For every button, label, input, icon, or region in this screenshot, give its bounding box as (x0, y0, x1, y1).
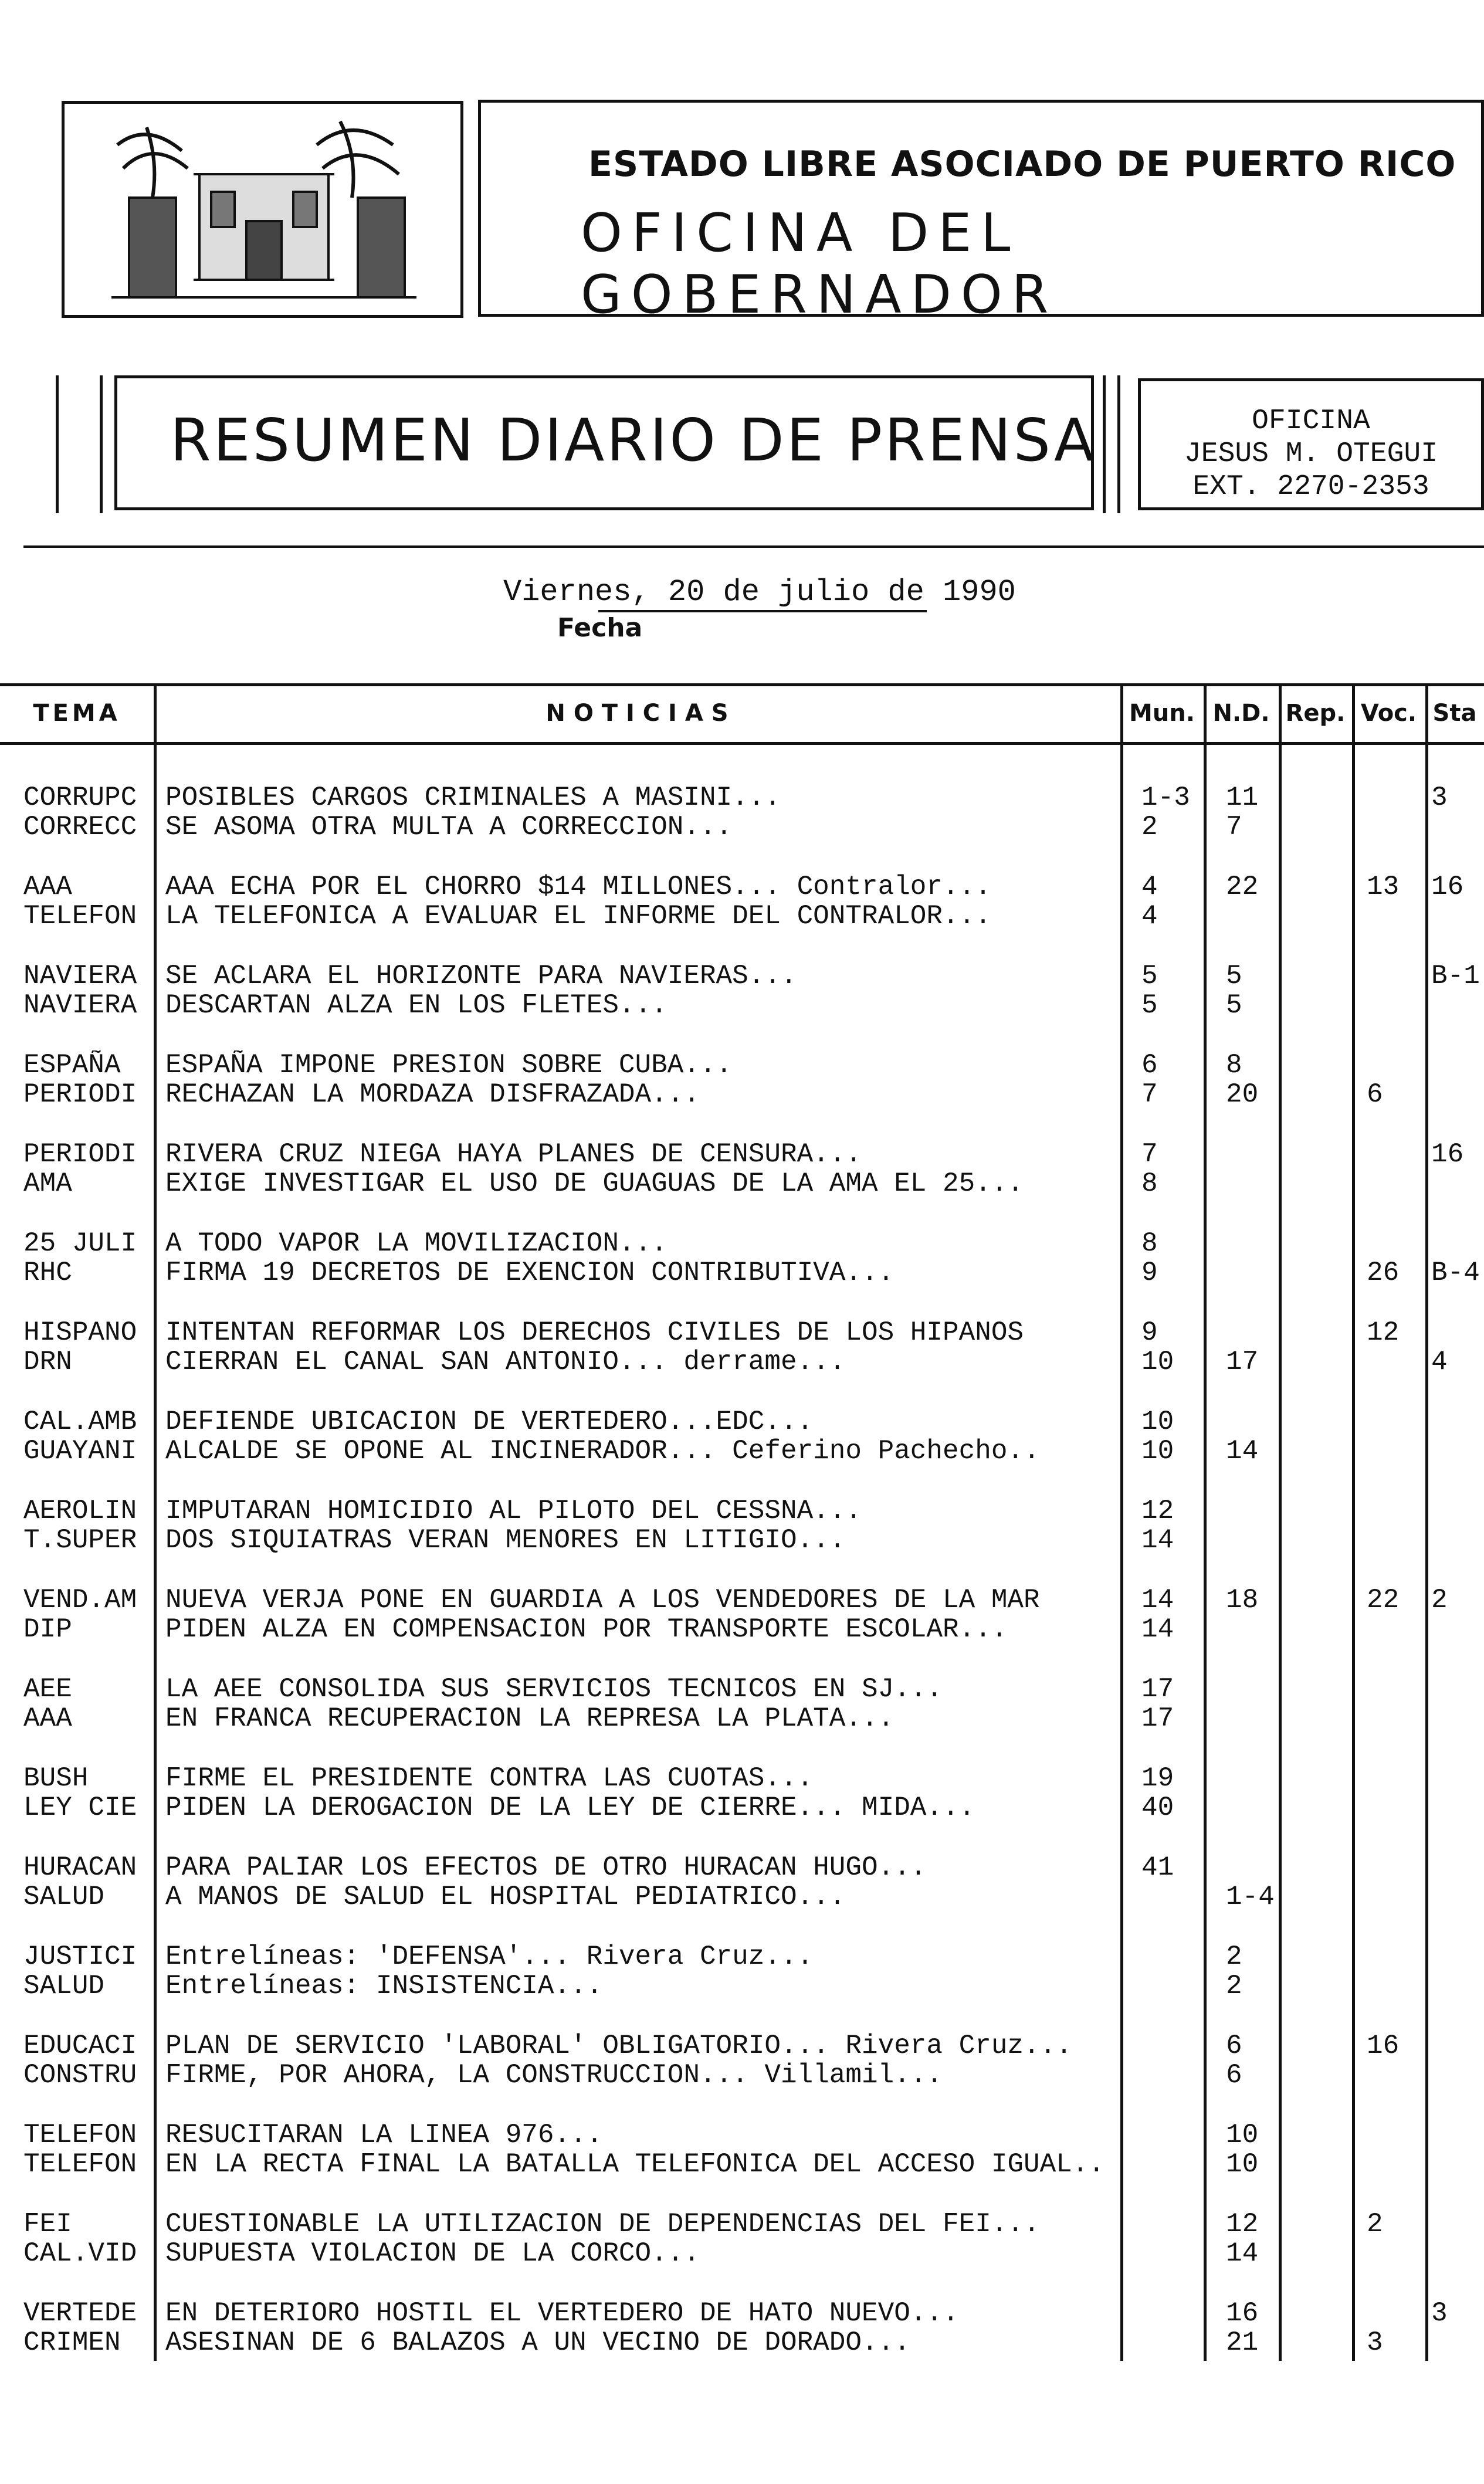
row-tema: HISPANO (23, 1318, 137, 1347)
row-noticia: CIERRAN EL CANAL SAN ANTONIO... derrame... (165, 1347, 846, 1377)
date-day: 20 (668, 575, 705, 609)
row-mun: 14 (1141, 1614, 1174, 1645)
row-tema: BUSH (23, 1764, 89, 1793)
column-header-tema: TEMA (33, 700, 121, 727)
row-nd: 2 (1226, 1941, 1242, 1972)
row-mun: 9 (1141, 1258, 1158, 1288)
row-mun: 5 (1141, 961, 1158, 991)
row-sta: 16 (1431, 872, 1464, 902)
governor-building-illustration (65, 104, 460, 315)
row-nd: 5 (1226, 961, 1242, 991)
date-de2: de (887, 575, 924, 609)
row-noticia: DEFIENDE UBICACION DE VERTEDERO...EDC... (165, 1407, 814, 1436)
row-noticia: PIDEN ALZA EN COMPENSACION POR TRANSPORTE ESCOLAR... (165, 1615, 1008, 1644)
column-header-sta: Sta (1432, 700, 1477, 727)
row-mun: 8 (1141, 1228, 1158, 1259)
date-label: Fecha (557, 613, 643, 643)
row-nd: 1-4 (1226, 1882, 1275, 1912)
row-noticia: LA AEE CONSOLIDA SUS SERVICIOS TECNICOS EN SJ... (165, 1675, 943, 1704)
table-header-rule (0, 742, 1484, 745)
row-noticia: EN LA RECTA FINAL LA BATALLA TELEFONICA DEL ACCESO IGUAL.. (165, 2150, 1105, 2179)
col-divider-tema (154, 683, 157, 2361)
row-noticia: RECHAZAN LA MORDAZA DISFRAZADA... (165, 1080, 700, 1109)
row-tema: 25 JULI (23, 1229, 137, 1258)
row-mun: 4 (1141, 872, 1158, 902)
office-contact (1141, 405, 1481, 503)
row-noticia: INTENTAN REFORMAR LOS DERECHOS CIVILES DE LOS HIPANOS (165, 1318, 1024, 1347)
row-noticia: PARA PALIAR LOS EFECTOS DE OTRO HURACAN HUGO... (165, 1853, 927, 1882)
row-tema: DRN (23, 1347, 72, 1377)
row-noticia: EXIGE INVESTIGAR EL USO DE GUAGUAS DE LA AMA EL 25... (165, 1169, 1024, 1198)
row-sta: 4 (1431, 1347, 1448, 1377)
row-mun: 17 (1141, 1674, 1174, 1704)
row-nd: 5 (1226, 990, 1242, 1021)
row-nd: 12 (1226, 2209, 1259, 2239)
row-mun: 7 (1141, 1139, 1158, 1170)
col-divider-rep (1352, 683, 1355, 2361)
row-mun: 12 (1141, 1496, 1174, 1526)
row-mun: 5 (1141, 990, 1158, 1021)
row-tema: AMA (23, 1169, 72, 1198)
report-title: RESUMEN DIARIO DE PRENSA (170, 406, 1097, 475)
row-tema: RHC (23, 1258, 72, 1287)
row-tema: TELEFON (23, 2150, 137, 2179)
row-mun: 6 (1141, 1050, 1158, 1080)
row-nd: 20 (1226, 1079, 1259, 1110)
column-header-nd: N.D. (1212, 700, 1270, 727)
row-mun: 40 (1141, 1792, 1174, 1823)
row-noticia: DOS SIQUIATRAS VERAN MENORES EN LITIGIO... (165, 1526, 846, 1555)
row-tema: CORRUPC (23, 783, 137, 812)
row-mun: 14 (1141, 1525, 1174, 1556)
row-nd: 17 (1226, 1347, 1259, 1377)
row-nd: 8 (1226, 1050, 1242, 1080)
row-noticia: SE ASOMA OTRA MULTA A CORRECCION... (165, 812, 733, 842)
row-tema: SALUD (23, 1882, 105, 1912)
column-header-rep: Rep. (1285, 700, 1346, 727)
row-voc: 2 (1367, 2209, 1383, 2239)
row-nd: 18 (1226, 1585, 1259, 1615)
column-header-mun: Mun. (1129, 700, 1195, 727)
row-noticia: NUEVA VERJA PONE EN GUARDIA A LOS VENDEDORES DE LA MAR (165, 1585, 1040, 1615)
row-noticia: IMPUTARAN HOMICIDIO AL PILOTO DEL CESSNA... (165, 1496, 862, 1526)
row-noticia: EN FRANCA RECUPERACION LA REPRESA LA PLATA... (165, 1704, 895, 1733)
row-tema: EDUCACI (23, 2031, 137, 2061)
row-nd: 2 (1226, 1971, 1242, 2001)
column-header-noticias: N O T I C I A S (546, 700, 729, 727)
row-nd: 11 (1226, 782, 1259, 813)
date-year: 1990 (943, 575, 1016, 609)
row-tema: AEE (23, 1675, 72, 1704)
row-nd: 10 (1226, 2149, 1259, 2180)
row-mun: 17 (1141, 1703, 1174, 1734)
row-noticia: A MANOS DE SALUD EL HOSPITAL PEDIATRICO... (165, 1882, 846, 1912)
row-tema: FEI (23, 2209, 72, 2239)
row-tema: DIP (23, 1615, 72, 1644)
date-de1: de (723, 575, 760, 609)
row-nd: 22 (1226, 872, 1259, 902)
row-tema: AAA (23, 872, 72, 902)
row-sta: 2 (1431, 1585, 1448, 1615)
row-mun: 14 (1141, 1585, 1174, 1615)
row-nd: 7 (1226, 812, 1242, 842)
office-label: OFICINA (1252, 405, 1370, 437)
row-tema: LEY CIE (23, 1793, 137, 1822)
row-voc: 12 (1367, 1317, 1400, 1348)
row-noticia: ALCALDE SE OPONE AL INCINERADOR... Ceferino Pachecho.. (165, 1436, 1040, 1466)
row-noticia: FIRME, POR AHORA, LA CONSTRUCCION... Villamil... (165, 2061, 943, 2090)
row-tema: NAVIERA (23, 991, 137, 1020)
row-noticia: DESCARTAN ALZA EN LOS FLETES... (165, 991, 668, 1020)
row-noticia: ASESINAN DE 6 BALAZOS A UN VECINO DE DORADO... (165, 2328, 910, 2357)
office-person: JESUS M. OTEGUI (1184, 438, 1438, 470)
row-mun: 41 (1141, 1852, 1174, 1883)
row-mun: 10 (1141, 1347, 1174, 1377)
row-nd: 10 (1226, 2120, 1259, 2150)
row-tema: CONSTRU (23, 2061, 137, 2090)
row-tema: PERIODI (23, 1080, 137, 1109)
row-noticia: RESUCITARAN LA LINEA 976... (165, 2120, 603, 2150)
row-tema: CAL.AMB (23, 1407, 137, 1436)
row-tema: VERTEDE (23, 2299, 137, 2328)
row-noticia: SE ACLARA EL HORIZONTE PARA NAVIERAS... (165, 961, 797, 991)
row-tema: TELEFON (23, 2120, 137, 2150)
row-tema: NAVIERA (23, 961, 137, 991)
row-voc: 26 (1367, 1258, 1400, 1288)
row-noticia: RIVERA CRUZ NIEGA HAYA PLANES DE CENSURA... (165, 1140, 862, 1169)
emblem-frame (62, 101, 463, 318)
report-date: Viernes, 20 de julio de 1990 (503, 575, 1016, 609)
row-voc: 6 (1367, 1079, 1383, 1110)
date-month: julio (778, 575, 870, 609)
row-tema: JUSTICI (23, 1942, 137, 1971)
row-mun: 8 (1141, 1168, 1158, 1199)
row-noticia: LA TELEFONICA A EVALUAR EL INFORME DEL CONTRALOR... (165, 902, 991, 931)
row-voc: 3 (1367, 2327, 1383, 2358)
row-voc: 22 (1367, 1585, 1400, 1615)
row-tema: HURACAN (23, 1853, 137, 1882)
row-noticia: A TODO VAPOR LA MOVILIZACION... (165, 1229, 668, 1258)
row-nd: 21 (1226, 2327, 1259, 2358)
row-tema: PERIODI (23, 1140, 137, 1169)
row-nd: 14 (1226, 2238, 1259, 2269)
row-noticia: POSIBLES CARGOS CRIMINALES A MASINI... (165, 783, 781, 812)
row-tema: SALUD (23, 1971, 105, 2001)
row-noticia: AAA ECHA POR EL CHORRO $14 MILLONES... Contralor... (165, 872, 991, 902)
row-tema: ESPAÑA (23, 1050, 121, 1080)
row-noticia: SUPUESTA VIOLACION DE LA CORCO... (165, 2239, 700, 2268)
row-noticia: Entrelíneas: INSISTENCIA... (165, 1971, 603, 2001)
row-mun: 19 (1141, 1763, 1174, 1794)
date-weekday: Viernes (503, 575, 632, 609)
row-noticia: ESPAÑA IMPONE PRESION SOBRE CUBA... (165, 1050, 733, 1080)
column-header-voc: Voc. (1360, 700, 1417, 727)
row-nd: 6 (1226, 2060, 1242, 2090)
row-nd: 6 (1226, 2031, 1242, 2061)
row-tema: AEROLIN (23, 1496, 137, 1526)
row-noticia: EN DETERIORO HOSTIL EL VERTEDERO DE HATO NUEVO... (165, 2299, 959, 2328)
row-mun: 2 (1141, 812, 1158, 842)
row-mun: 1-3 (1141, 782, 1190, 813)
col-divider-voc (1425, 683, 1428, 2361)
header-state-name: ESTADO LIBRE ASOCIADO DE PUERTO RICO (588, 144, 1456, 185)
row-mun: 4 (1141, 901, 1158, 931)
row-tema: CRIMEN (23, 2328, 121, 2357)
row-sta: 3 (1431, 2298, 1448, 2329)
row-mun: 9 (1141, 1317, 1158, 1348)
row-tema: GUAYANI (23, 1436, 137, 1466)
row-tema: CORRECC (23, 812, 137, 842)
row-sta: B-1 (1431, 961, 1480, 991)
row-sta: 3 (1431, 782, 1448, 813)
row-sta: B-4 (1431, 1258, 1480, 1288)
row-tema: TELEFON (23, 902, 137, 931)
row-noticia: PLAN DE SERVICIO 'LABORAL' OBLIGATORIO... Rivera Cruz... (165, 2031, 1072, 2061)
row-tema: AAA (23, 1704, 72, 1733)
row-nd: 14 (1226, 1436, 1259, 1466)
row-noticia: FIRME EL PRESIDENTE CONTRA LAS CUOTAS... (165, 1764, 814, 1793)
table-top-rule (0, 683, 1484, 686)
row-noticia: Entrelíneas: 'DEFENSA'... Rivera Cruz... (165, 1942, 814, 1971)
col-divider-mun (1204, 683, 1207, 2361)
col-divider-nd (1279, 683, 1282, 2361)
row-tema: VEND.AM (23, 1585, 137, 1615)
row-tema: CAL.VID (23, 2239, 137, 2268)
row-voc: 16 (1367, 2031, 1400, 2061)
office-extension: EXT. 2270-2353 (1192, 471, 1429, 503)
row-sta: 16 (1431, 1139, 1464, 1170)
row-noticia: CUESTIONABLE LA UTILIZACION DE DEPENDENCIAS DEL FEI... (165, 2209, 1040, 2239)
row-tema: T.SUPER (23, 1526, 137, 1555)
row-noticia: FIRMA 19 DECRETOS DE EXENCION CONTRIBUTIVA... (165, 1258, 895, 1287)
row-mun: 10 (1141, 1407, 1174, 1437)
row-voc: 13 (1367, 872, 1400, 902)
row-nd: 16 (1226, 2298, 1259, 2329)
row-mun: 7 (1141, 1079, 1158, 1110)
row-mun: 10 (1141, 1436, 1174, 1466)
header-office-name: OFICINA DEL GOBERNADOR (581, 202, 1058, 326)
row-noticia: PIDEN LA DEROGACION DE LA LEY DE CIERRE... MIDA... (165, 1793, 975, 1822)
